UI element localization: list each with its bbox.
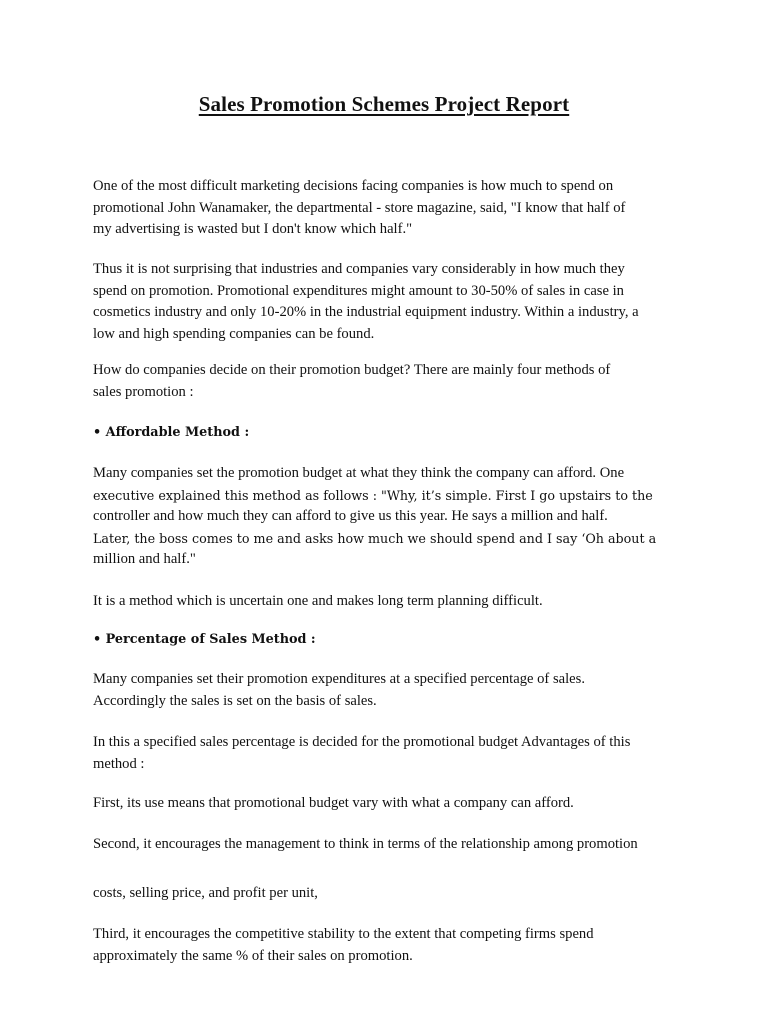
paragraph-industries [93, 259, 683, 345]
section-heading-affordable-method: • Affordable Method : [93, 425, 250, 440]
paragraph-line: controller and how much they can afford to give us this year. He says a million and half. [93, 508, 608, 525]
paragraph-second-advantage [93, 834, 683, 856]
paragraph-first-advantage [93, 793, 683, 815]
paragraph-line: Accordingly the sales is set on the basis of sales. [93, 692, 377, 709]
paragraph-costs [93, 883, 683, 905]
paragraph-line: Later, the boss comes to me and asks how much we should spend and I say ‘Oh about a [93, 530, 657, 546]
paragraph-line: How do companies decide on their promotion budget? There are mainly four methods of [93, 362, 611, 378]
paragraph-line: costs, selling price, and profit per unit, [93, 885, 318, 901]
paragraph-line: In this a specified sales percentage is decided for the promotional budget Advantages of this [93, 734, 631, 750]
paragraph-line: cosmetics industry and only 10-20% in the industrial equipment industry. Within a industry, a [93, 304, 639, 321]
paragraph-line: my advertising is wasted but I don't know which half." [93, 221, 413, 238]
paragraph-third-advantage [93, 924, 683, 967]
document-title: Sales Promotion Schemes Project Report [198, 92, 570, 116]
paragraph-advantages [93, 732, 683, 775]
paragraph-affordable-method [93, 463, 683, 571]
paragraph-line: Second, it encourages the management to think in terms of the relationship among promotion [93, 836, 638, 852]
paragraph-uncertain [93, 591, 683, 613]
paragraph-intro [93, 176, 683, 241]
paragraph-line: First, its use means that promotional budget vary with what a company can afford. [93, 795, 574, 811]
paragraph-line: promotional John Wanamaker, the departmental - store magazine, said, "I know that half of [93, 199, 626, 216]
paragraph-line: Thus it is not surprising that industries and companies vary considerably in how much they [93, 261, 625, 277]
paragraph-line: million and half." [93, 551, 196, 568]
paragraph-line: approximately the same % of their sales on promotion. [93, 947, 413, 964]
paragraph-methods-intro [93, 360, 683, 403]
paragraph-line: method : [93, 755, 145, 772]
paragraph-percentage-of-sales [93, 669, 683, 712]
section-heading-percentage-of-sales: • Percentage of Sales Method : [93, 632, 316, 647]
paragraph-line: One of the most difficult marketing decisions facing companies is how much to spend on [93, 178, 614, 194]
paragraph-line: Many companies set the promotion budget at what they think the company can afford. One [93, 465, 625, 481]
paragraph-line: executive explained this method as follows : "Why, it’s simple. First I go upstairs to the [93, 487, 653, 503]
paragraph-line: sales promotion : [93, 383, 194, 400]
paragraph-line: Third, it encourages the competitive stability to the extent that competing firms spend [93, 926, 594, 942]
paragraph-line: spend on promotion. Promotional expenditures might amount to 30-50% of sales in case in [93, 282, 624, 299]
paragraph-line: Many companies set their promotion expenditures at a specified percentage of sales. [93, 671, 585, 687]
paragraph-line: It is a method which is uncertain one and makes long term planning difficult. [93, 593, 543, 609]
paragraph-line: low and high spending companies can be found. [93, 325, 375, 342]
